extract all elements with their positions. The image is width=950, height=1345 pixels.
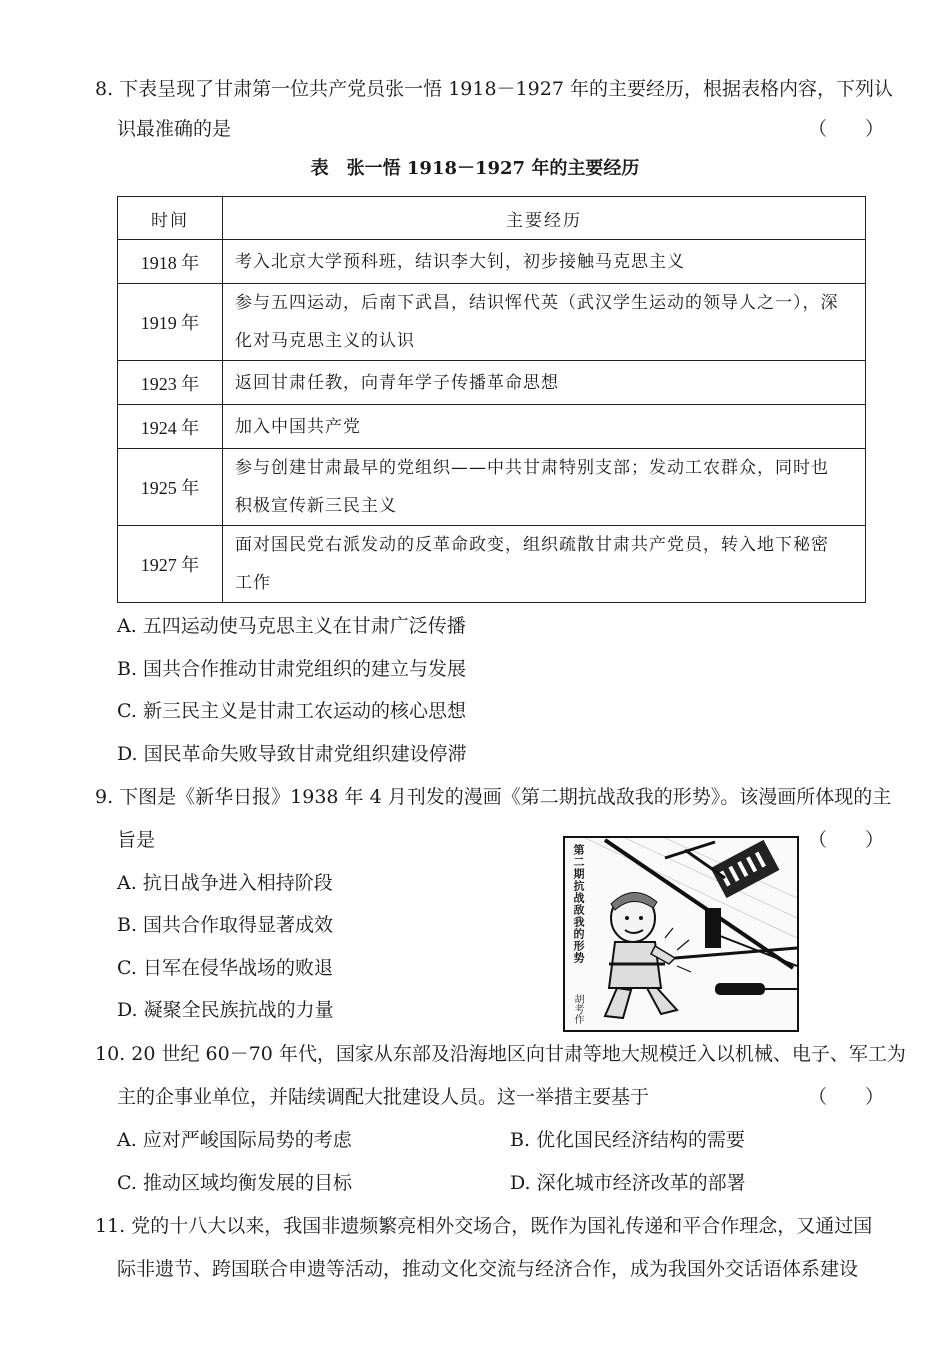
cartoon-caption: 第二期抗战敌我的形势	[572, 844, 585, 964]
table-row	[118, 405, 866, 449]
table-row	[118, 361, 866, 405]
q9-option-c[interactable]: C. 日军在侵华战场的败退	[117, 957, 333, 979]
header-experience: 主要经历	[223, 197, 866, 240]
table-row	[118, 284, 866, 361]
q8-stem-line1: 8. 下表呈现了甘肃第一位共产党员张一悟 1918－1927 年的主要经历，根据表格内容，下列认	[95, 78, 893, 100]
q8-answer-bracket: （ ）	[808, 118, 885, 140]
q8-table-caption: 表 张一悟 1918－1927 年的主要经历	[310, 158, 640, 179]
row-text-line: 加入中国共产党	[235, 416, 361, 437]
row-text-line: 参与创建甘肃最早的党组织——中共甘肃特别支部；发动工农群众，同时也	[235, 458, 829, 478]
q8-experience-table	[117, 196, 866, 603]
q9-option-b[interactable]: B. 国共合作取得显著成效	[117, 914, 334, 936]
row-year: 1927 年	[118, 526, 223, 603]
row-year: 1925 年	[118, 449, 223, 526]
row-text-line: 参与五四运动，后南下武昌，结识恽代英（武汉学生运动的领导人之一），深	[235, 293, 839, 313]
table-row	[118, 526, 866, 603]
row-text-line: 化对马克思主义的认识	[235, 331, 415, 351]
table-row	[118, 449, 866, 526]
q10-answer-bracket: （ ）	[808, 1086, 885, 1108]
row-year: 1923 年	[118, 361, 223, 405]
row-experience	[223, 284, 866, 361]
row-experience	[223, 361, 866, 405]
row-text-line: 返回甘肃任教，向青年学子传播革命思想	[235, 372, 559, 393]
q10-option-a[interactable]: A. 应对严峻国际局势的考虑	[117, 1129, 352, 1151]
row-year: 1924 年	[118, 405, 223, 449]
row-experience	[223, 449, 866, 526]
q10-option-c[interactable]: C. 推动区域均衡发展的目标	[117, 1172, 352, 1194]
row-text-line: 工作	[235, 573, 271, 593]
header-time: 时间	[118, 197, 223, 240]
table-header-row	[118, 197, 866, 240]
q9-stem-line1: 9. 下图是《新华日报》1938 年 4 月刊发的漫画《第二期抗战敌我的形势》。该漫画所体现的主	[95, 786, 892, 808]
q8-option-d[interactable]: D. 国民革命失败导致甘肃党组织建设停滞	[117, 743, 467, 765]
row-text-line: 面对国民党右派发动的反革命政变，组织疏散甘肃共产党员，转入地下秘密	[235, 535, 829, 555]
table-row	[118, 240, 866, 284]
row-experience	[223, 240, 866, 284]
q10-stem-line2: 主的企事业单位，并陆续调配大批建设人员。这一举措主要基于	[117, 1086, 650, 1108]
q9-option-d[interactable]: D. 凝聚全民族抗战的力量	[117, 999, 334, 1021]
q9-answer-bracket: （ ）	[808, 829, 885, 851]
cartoon-signature: 胡考作	[572, 994, 583, 1024]
row-experience	[223, 526, 866, 603]
q11-stem-line1: 11. 党的十八大以来，我国非遗频繁亮相外交场合，既作为国礼传递和平合作理念，又通过国	[95, 1215, 873, 1237]
q10-stem-line1: 10. 20 世纪 60－70 年代，国家从东部及沿海地区向甘肃等地大规模迁入以机械、电子、军工为	[95, 1043, 906, 1065]
cartoon-drawing	[565, 838, 797, 1030]
q8-stem-line2: 识最准确的是	[117, 118, 232, 140]
q10-option-d[interactable]: D. 深化城市经济改革的部署	[510, 1172, 746, 1194]
q8-option-c[interactable]: C. 新三民主义是甘肃工农运动的核心思想	[117, 700, 466, 722]
row-text-line: 考入北京大学预科班，结识李大钊，初步接触马克思主义	[235, 251, 685, 272]
q9-option-a[interactable]: A. 抗日战争进入相持阶段	[117, 872, 333, 894]
q8-option-a[interactable]: A. 五四运动使马克思主义在甘肃广泛传播	[117, 615, 466, 637]
row-text-line: 积极宣传新三民主义	[235, 496, 397, 516]
row-year: 1918 年	[118, 240, 223, 284]
row-year: 1919 年	[118, 284, 223, 361]
row-experience	[223, 405, 866, 449]
q9-stem-line2: 旨是	[117, 829, 156, 851]
q10-option-b[interactable]: B. 优化国民经济结构的需要	[510, 1129, 746, 1151]
q8-option-b[interactable]: B. 国共合作推动甘肃党组织的建立与发展	[117, 658, 467, 680]
q11-stem-line2: 际非遗节、跨国联合申遗等活动，推动文化交流与经济合作，成为我国外交话语体系建设	[117, 1258, 859, 1280]
q9-cartoon-image	[563, 836, 799, 1032]
